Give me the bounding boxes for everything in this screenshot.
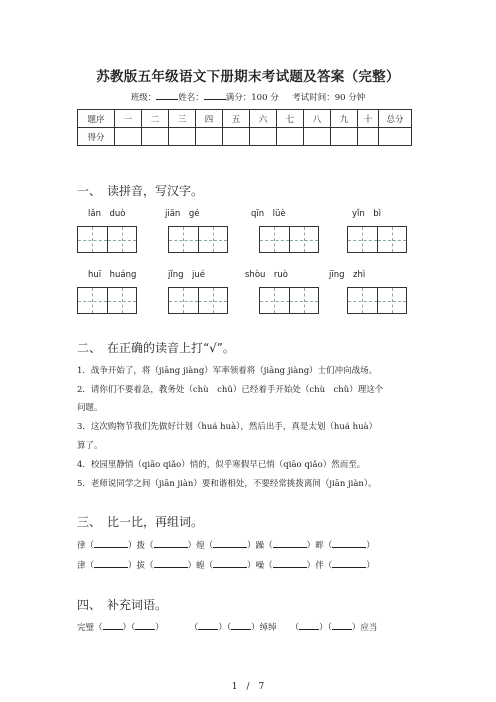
score-col: 九 [331, 110, 358, 128]
question-line: 3．这次购物节我们先做好计划（huá huà），然后出手，真是太划（huá huà） [77, 422, 378, 432]
answer-blank[interactable] [198, 621, 218, 630]
question-line: 4．校园里静悄（qiāo qiǎo）悄的，似乎寒假早已悄（qiāo qiǎo）然而至。 [77, 460, 366, 470]
char: 畔 [315, 541, 324, 551]
exam-time: 考试时间：90 分钟 [292, 93, 366, 103]
char: 伴 [315, 561, 324, 571]
pinyin-label: jǐng jué [168, 270, 205, 280]
idiom-row: 完璧（ ）（ ） （ ）（ ）绰绰 （ ）（ ）应当 [77, 623, 378, 633]
answer-blank[interactable] [213, 559, 247, 568]
pinyin-label: qīn lüè [251, 209, 286, 219]
score-col: 八 [304, 110, 331, 128]
score-cell[interactable] [142, 128, 169, 146]
score-cell[interactable] [379, 128, 412, 146]
char: 拨 [136, 541, 146, 551]
answer-blank[interactable] [94, 539, 128, 548]
char: 躁 [255, 541, 265, 551]
char: 噪 [255, 561, 265, 571]
answer-blank[interactable] [213, 539, 247, 548]
score-col: 十 [358, 110, 379, 128]
full-score: 满分：100 分 [225, 93, 279, 103]
char: 拔 [136, 561, 146, 571]
score-col: 一 [115, 110, 142, 128]
pinyin-label: jīng zhì [329, 270, 366, 280]
writing-grid[interactable] [259, 287, 319, 314]
score-row-label: 得分 [78, 128, 115, 146]
class-blank [156, 91, 178, 100]
score-col: 四 [196, 110, 223, 128]
compare-row: 律（ ）拨（ ）煌（ ）躁（ ）畔（ ） [77, 541, 375, 551]
exam-info [0, 91, 496, 103]
answer-blank[interactable] [332, 621, 352, 630]
answer-blank[interactable] [273, 539, 307, 548]
writing-grid[interactable] [347, 226, 407, 253]
writing-grid[interactable] [77, 226, 137, 253]
pinyin-label: shòu ruò [245, 270, 288, 280]
section1-heading: 一、 读拼音，写汉字。 [77, 184, 204, 198]
answer-blank[interactable] [273, 559, 307, 568]
name-label: 姓名： [178, 93, 204, 103]
section2-heading: 二、 在正确的读音上打“√”。 [77, 341, 235, 355]
name-blank [204, 91, 226, 100]
score-cell[interactable] [196, 128, 223, 146]
answer-blank[interactable] [103, 621, 123, 630]
class-label: 班级： [130, 93, 157, 103]
pinyin-label: yǐn bì [352, 209, 382, 219]
score-cell[interactable] [304, 128, 331, 146]
answer-blank[interactable] [154, 539, 188, 548]
score-cell[interactable] [331, 128, 358, 146]
score-cell[interactable] [358, 128, 379, 146]
score-cell[interactable] [169, 128, 196, 146]
compare-row: 津（ ）拔（ ）蝗（ ）噪（ ）伴（ ） [77, 561, 375, 571]
score-col: 二 [142, 110, 169, 128]
writing-grid[interactable] [168, 226, 228, 253]
answer-blank[interactable] [299, 621, 319, 630]
score-col: 三 [169, 110, 196, 128]
answer-blank[interactable] [135, 621, 155, 630]
document-title: 苏教版五年级语文下册期末考试题及答案（完整） [96, 69, 400, 85]
score-value-row [78, 128, 412, 146]
score-table [77, 109, 412, 146]
question-line: 2．请你们不要着急，教务处（chù chǔ）已经着手开始处（chù chǔ）理这个 [77, 385, 384, 395]
pinyin-label: jiān gé [165, 209, 200, 219]
char: 律 [77, 541, 86, 551]
score-col: 总分 [379, 110, 412, 128]
answer-blank[interactable] [94, 559, 128, 568]
page-number: 1 / 7 [231, 682, 265, 692]
score-cell[interactable] [115, 128, 142, 146]
score-cell[interactable] [250, 128, 277, 146]
section3-heading: 三、 比一比，再组词。 [77, 515, 204, 529]
answer-blank[interactable] [332, 539, 366, 548]
char: 津 [77, 561, 86, 571]
answer-blank[interactable] [154, 559, 188, 568]
pinyin-label: lǎn duò [88, 209, 126, 219]
writing-grid[interactable] [259, 226, 319, 253]
writing-grid[interactable] [168, 287, 228, 314]
score-cell[interactable] [223, 128, 250, 146]
score-cell[interactable] [277, 128, 304, 146]
writing-grid[interactable] [77, 287, 137, 314]
char: 煌 [196, 541, 205, 551]
score-col: 七 [277, 110, 304, 128]
score-header-row [78, 110, 412, 128]
question-line: 算了。 [77, 441, 103, 451]
score-col: 六 [250, 110, 277, 128]
question-line: 1．战争开始了，将（jiāng jiàng）军率领着将（jiāng jiàng）士们冲向战场。 [77, 366, 378, 376]
answer-blank[interactable] [332, 559, 366, 568]
score-col: 五 [223, 110, 250, 128]
question-line: 5．老师说同学之间（jiān jiàn）要和谐相处，不要经常挑拨离间（jiān jiàn）。 [77, 479, 377, 489]
writing-grid[interactable] [347, 287, 407, 314]
answer-blank[interactable] [231, 621, 251, 630]
score-header-label: 题序 [78, 110, 115, 128]
section4-heading: 四、 补充词语。 [77, 598, 168, 612]
pinyin-label: huī huáng [88, 270, 137, 280]
question-line: 问题。 [77, 403, 103, 413]
char: 蝗 [196, 561, 205, 571]
